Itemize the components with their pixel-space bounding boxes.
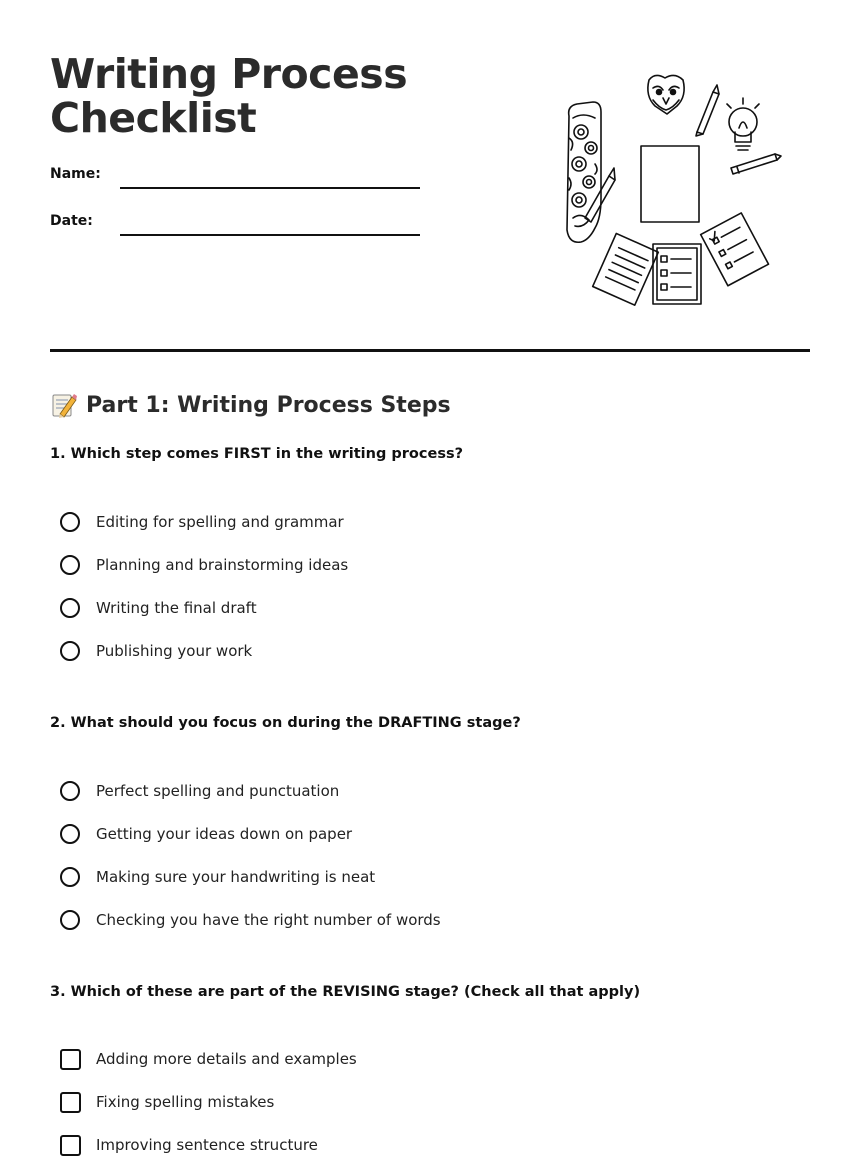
section-title: Part 1: Writing Process Steps: [86, 392, 451, 418]
pencil-icon: [696, 85, 719, 136]
option-label: Making sure your handwriting is neat: [96, 868, 376, 886]
memo-icon: [50, 391, 78, 419]
section-divider: [50, 349, 810, 352]
option-label: Perfect spelling and punctuation: [96, 782, 340, 800]
question-3: 3. Which of these are part of the REVISING stage? (Check all that apply): [50, 984, 641, 1000]
owl-mask-icon: [648, 75, 684, 114]
checkbox[interactable]: [60, 1049, 81, 1070]
q3-option-2[interactable]: [60, 1089, 274, 1115]
radio-button[interactable]: [60, 867, 80, 887]
checklist-icon: [653, 244, 701, 304]
q2-option-1[interactable]: [60, 778, 339, 804]
checkbox[interactable]: [60, 1135, 81, 1156]
q1-option-3[interactable]: [60, 595, 257, 621]
notebook-icon: [593, 233, 659, 305]
checklist-icon: [701, 213, 769, 286]
radio-button[interactable]: [60, 512, 80, 532]
option-label: Publishing your work: [96, 642, 253, 660]
paper-icon: [641, 146, 699, 222]
q3-option-1[interactable]: [60, 1046, 357, 1072]
q2-option-4[interactable]: [60, 907, 441, 933]
option-label: Checking you have the right number of words: [96, 911, 441, 929]
name-input-line[interactable]: [120, 187, 420, 189]
radio-button[interactable]: [60, 598, 80, 618]
option-label: Getting your ideas down on paper: [96, 825, 353, 843]
date-input-line[interactable]: [120, 234, 420, 236]
date-label: Date:: [50, 213, 93, 229]
option-label: Adding more details and examples: [96, 1050, 357, 1068]
q1-option-4[interactable]: [60, 638, 252, 664]
q1-option-1[interactable]: [60, 509, 344, 535]
name-field[interactable]: [50, 166, 430, 196]
radio-button[interactable]: [60, 910, 80, 930]
page-title: Writing Process Checklist: [50, 50, 408, 142]
q1-option-2[interactable]: [60, 552, 348, 578]
name-label: Name:: [50, 166, 101, 182]
option-label: Writing the final draft: [96, 599, 257, 617]
question-2: 2. What should you focus on during the DRAFTING stage?: [50, 715, 521, 731]
q2-option-3[interactable]: [60, 864, 375, 890]
option-label: Planning and brainstorming ideas: [96, 556, 349, 574]
radio-button[interactable]: [60, 781, 80, 801]
option-label: Editing for spelling and grammar: [96, 513, 344, 531]
option-label: Fixing spelling mistakes: [96, 1093, 275, 1111]
writing-tools-illustration: [555, 68, 785, 308]
radio-button[interactable]: [60, 555, 80, 575]
q3-option-3[interactable]: [60, 1132, 318, 1158]
question-1: 1. Which step comes FIRST in the writing process?: [50, 446, 463, 462]
pencil-icon: [731, 154, 781, 174]
lightbulb-icon: [727, 98, 759, 150]
section-heading: [50, 388, 451, 422]
q2-option-2[interactable]: [60, 821, 352, 847]
option-label: Improving sentence structure: [96, 1136, 318, 1154]
checkbox[interactable]: [60, 1092, 81, 1113]
radio-button[interactable]: [60, 824, 80, 844]
date-field[interactable]: [50, 213, 430, 243]
radio-button[interactable]: [60, 641, 80, 661]
